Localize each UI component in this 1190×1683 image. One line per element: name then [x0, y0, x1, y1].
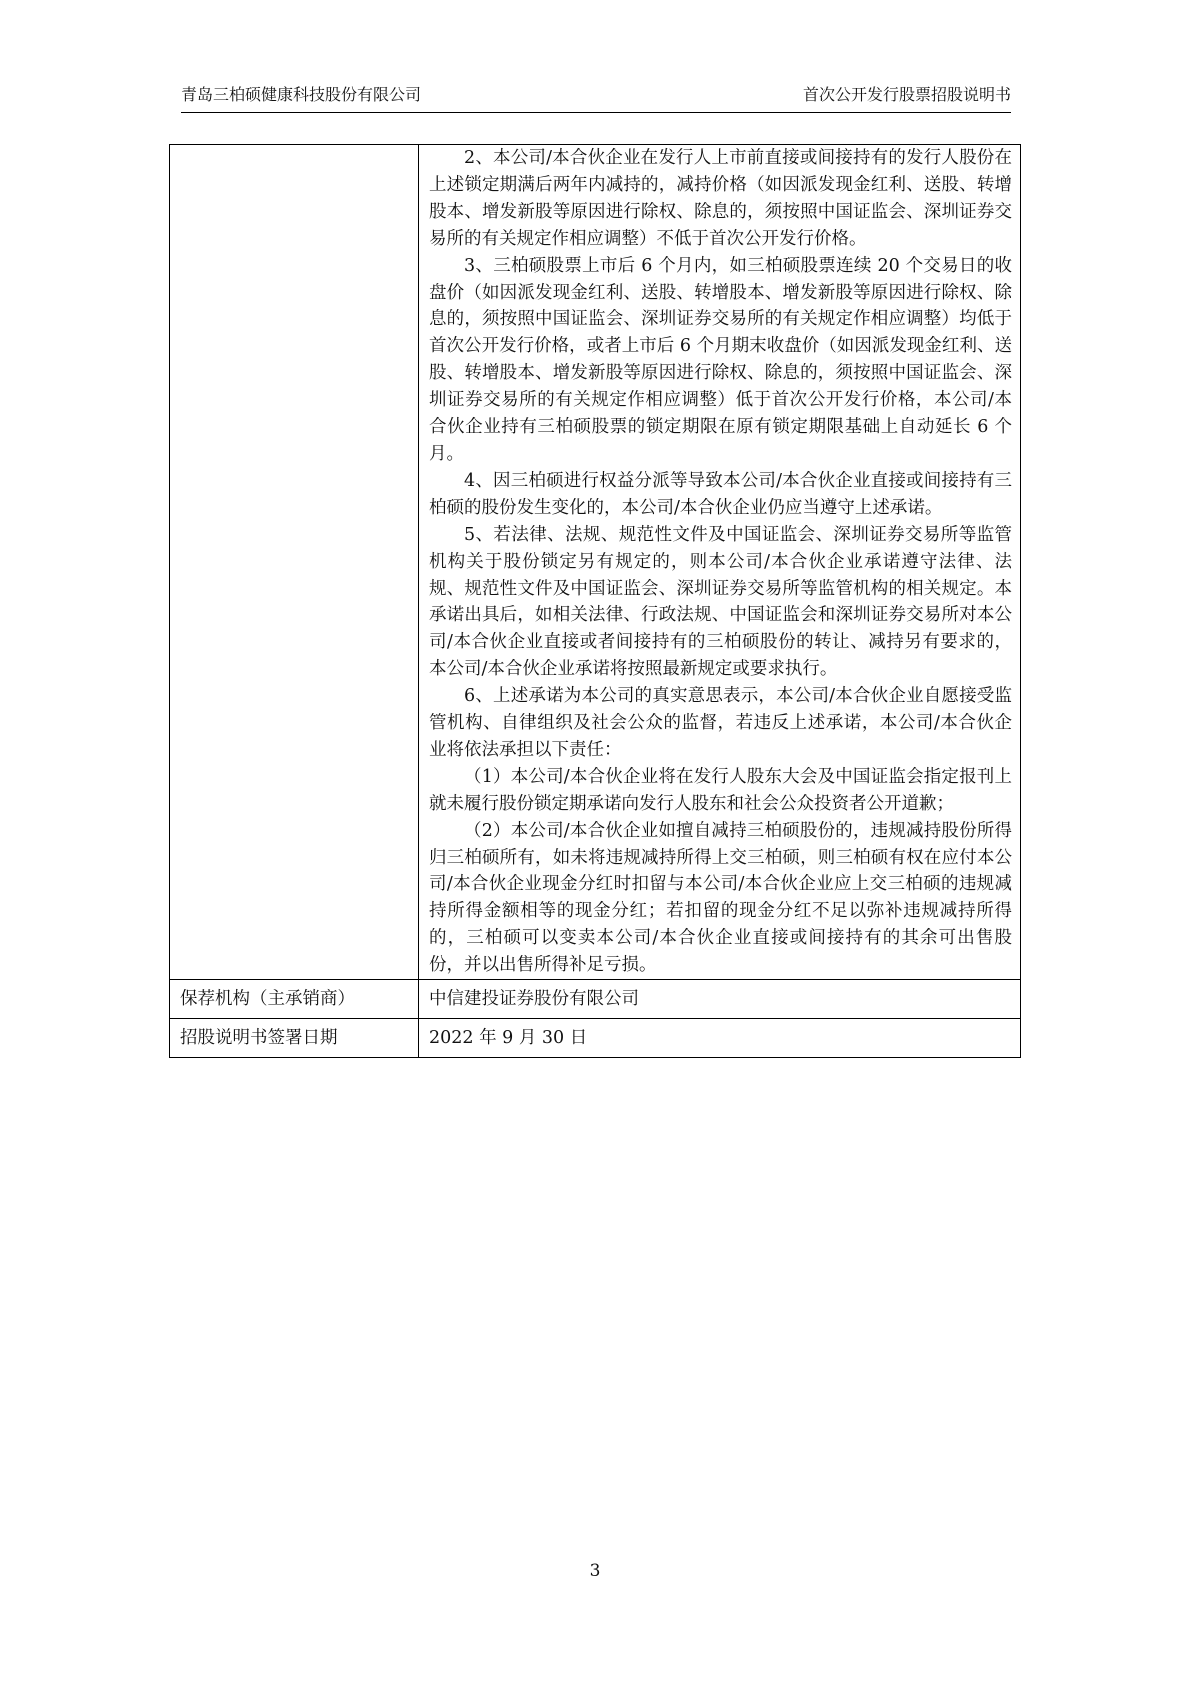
sponsor-row — [170, 980, 1021, 1019]
header-company-name: 青岛三柏硕健康科技股份有限公司 — [181, 85, 422, 104]
signing-date-row — [170, 1019, 1021, 1058]
commitment-paragraph-2: 2、本公司/本合伙企业在发行人上市前直接或间接持有的发行人股份在上述锁定期满后两年内减持的，减持价格（如因派发现金红利、送股、转增股本、增发新股等原因进行除权、除息的，须按照中国证监会、深圳证券交易所的有关规定作相应调整）不低于首次公开发行价格。 — [429, 148, 1012, 249]
commitment-row — [170, 145, 1021, 980]
signing-date-value: 2022 年 9 月 30 日 — [419, 1019, 1021, 1058]
info-table — [169, 144, 1021, 1058]
page-header — [181, 84, 1011, 113]
commitment-paragraph-4: 4、因三柏硕进行权益分派等导致本公司/本合伙企业直接或间接持有三柏硕的股份发生变化的，本公司/本合伙企业仍应当遵守上述承诺。 — [429, 470, 1012, 518]
commitment-content-cell — [419, 145, 1021, 980]
sponsor-value: 中信建投证券股份有限公司 — [419, 980, 1021, 1019]
commitment-paragraph-6: 6、上述承诺为本公司的真实意思表示，本公司/本合伙企业自愿接受监管机构、自律组织及社会公众的监督，若违反上述承诺，本公司/本合伙企业将依法承担以下责任： — [429, 686, 1012, 760]
sponsor-label: 保荐机构（主承销商） — [170, 980, 419, 1019]
signing-date-label: 招股说明书签署日期 — [170, 1019, 419, 1058]
commitment-label-cell — [170, 145, 419, 980]
page-number: 3 — [589, 1561, 601, 1581]
commitment-paragraph-3: 3、三柏硕股票上市后 6 个月内，如三柏硕股票连续 20 个交易日的收盘价（如因派发现金红利、送股、转增股本、增发新股等原因进行除权、除息的，须按照中国证监会、深圳证券交易所的有关规定作相应调整）均低于首次公开发行价格，或者上市后 6 个月期末收盘价（如因派发现金红利、送股、转增股本、增发新股等原因进行除权、除息的，须按照中国证监会、深圳证券交易所的有关规定作相应调整）低于首次公开发行价格，本公司/本合伙企业持有三柏硕股票的锁定期限在原有锁定期限基础上自动延长 6 个月。 — [429, 255, 1012, 464]
commitment-paragraph-5: 5、若法律、法规、规范性文件及中国证监会、深圳证券交易所等监管机构关于股份锁定另有规定的，则本公司/本合伙企业承诺遵守法律、法规、规范性文件及中国证监会、深圳证券交易所等监管机构的相关规定。本承诺出具后，如相关法律、行政法规、中国证监会和深圳证券交易所对本公司/本合伙企业直接或者间接持有的三柏硕股份的转让、减持另有要求的，本公司/本合伙企业承诺将按照最新规定或要求执行。 — [429, 524, 1012, 680]
commitment-paragraph-6-1: （1）本公司/本合伙企业将在发行人股东大会及中国证监会指定报刊上就未履行股份锁定期承诺向发行人股东和社会公众投资者公开道歉； — [429, 766, 1012, 814]
header-document-title: 首次公开发行股票招股说明书 — [802, 85, 1011, 104]
commitment-paragraph-6-2: （2）本公司/本合伙企业如擅自减持三柏硕股份的，违规减持股份所得归三柏硕所有，如未将违规减持所得上交三柏硕，则三柏硕有权在应付本公司/本合伙企业现金分红时扣留与本公司/本合伙企业应上交三柏硕的违规减持所得金额相等的现金分红；若扣留的现金分红不足以弥补违规减持所得的，三柏硕可以变卖本公司/本合伙企业直接或间接持有的其余可出售股份，并以出售所得补足亏损。 — [429, 820, 1012, 976]
